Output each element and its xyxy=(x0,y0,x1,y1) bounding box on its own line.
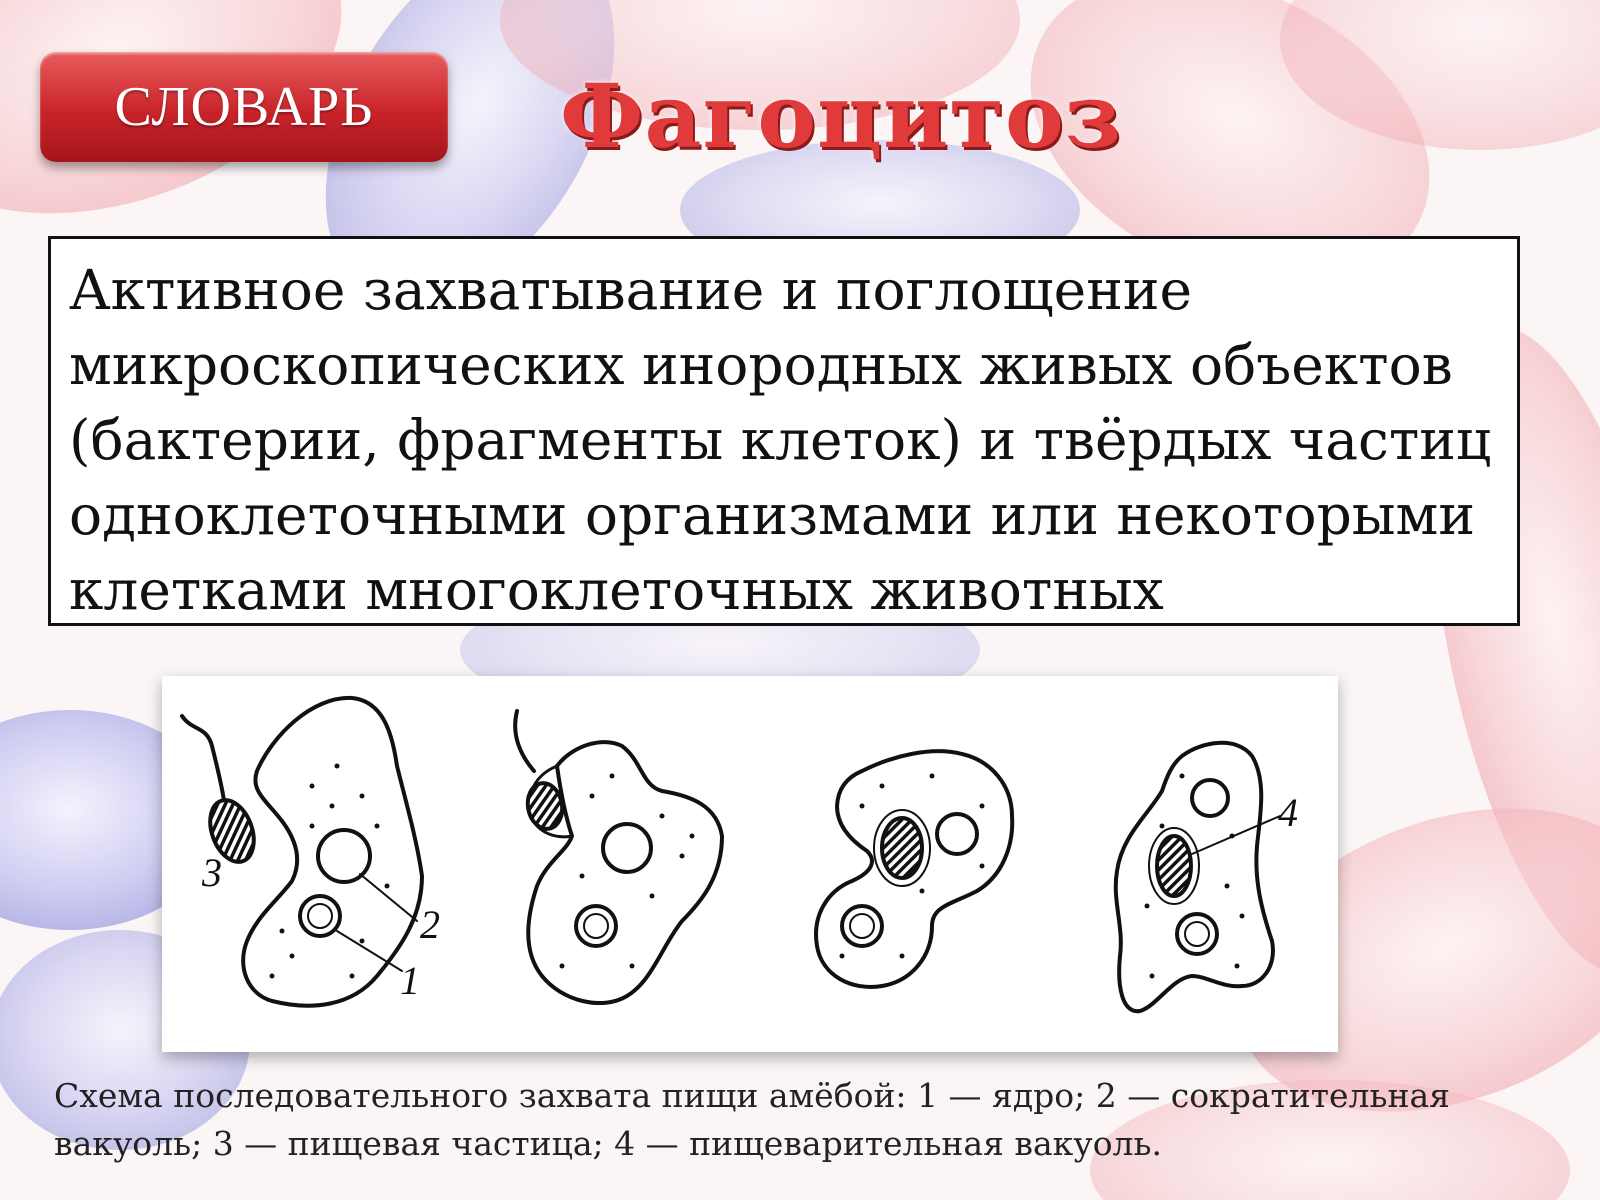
caption-line: Схема последовательного захвата пищи амёбой: 1 — ядро; 2 — сократительная xyxy=(54,1076,1450,1115)
label-2: 2 xyxy=(420,902,440,947)
badge-label: СЛОВАРЬ xyxy=(114,76,374,138)
nucleus xyxy=(842,906,882,946)
definition-line: клетками многоклеточных животных xyxy=(69,558,1164,622)
label-3: 3 xyxy=(202,850,222,895)
digestive-vacuole xyxy=(882,818,922,878)
contractile-vacuole xyxy=(603,824,651,872)
definition-line: микроскопических инородных живых объектов xyxy=(69,333,1453,397)
definition-box xyxy=(48,236,1520,626)
nucleus xyxy=(576,906,616,946)
definition-line: Активное захватывание и поглощение xyxy=(69,258,1193,322)
caption-line: вакуоль; 3 — пищевая частица; 4 — пищеварительная вакуоль. xyxy=(54,1124,1162,1163)
nucleus xyxy=(1177,914,1217,954)
definition-line: (бактерии, фрагменты клеток) и твёрдых частиц xyxy=(69,408,1492,472)
figure-caption xyxy=(54,1072,1554,1168)
dictionary-badge xyxy=(40,52,448,162)
amoeba-body-stage-4 xyxy=(1116,743,1273,1011)
flagellum xyxy=(515,711,534,771)
contractile-vacuole xyxy=(318,830,370,882)
flagellum xyxy=(182,716,224,801)
contractile-vacuole xyxy=(1192,780,1228,816)
slide-title: Фагоцитоз xyxy=(560,64,1122,168)
amoeba-body-stage-1 xyxy=(243,698,422,1006)
digestive-vacuole xyxy=(1157,836,1191,896)
amoeba-phagocytosis-figure xyxy=(162,676,1338,1052)
nucleus xyxy=(300,896,340,936)
contractile-vacuole xyxy=(937,814,977,854)
definition-line: одноклеточными организмами или некоторыми xyxy=(69,483,1475,547)
label-1: 1 xyxy=(400,958,420,1003)
label-4: 4 xyxy=(1278,790,1298,835)
amoeba-diagram xyxy=(162,676,1338,1052)
